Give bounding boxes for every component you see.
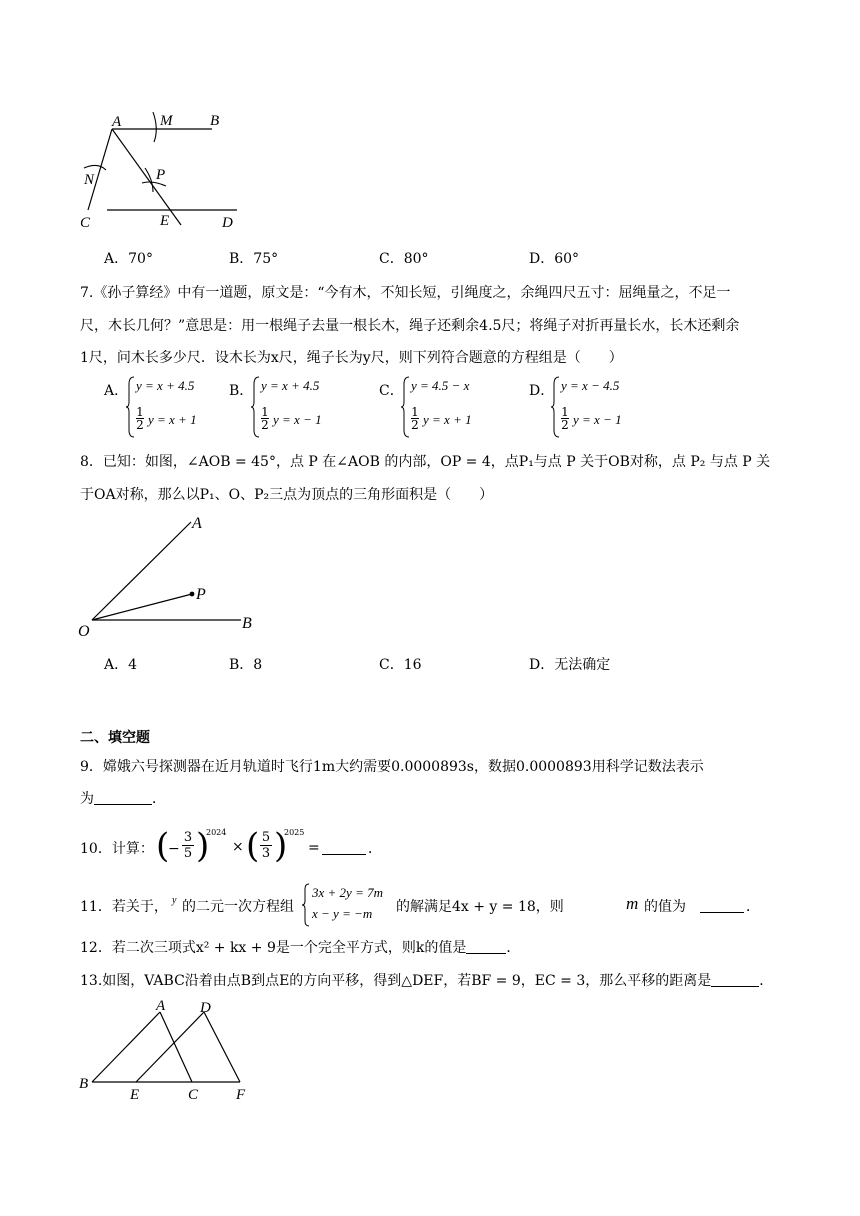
q8-option-c: C．16 — [379, 657, 422, 673]
fig1-label-p: P — [156, 167, 166, 183]
q13-figure — [78, 998, 258, 1104]
q7-option-c: C． — [379, 383, 404, 399]
q7-option-a-system: y = x + 4.5 1 2 y = x + 1 — [126, 376, 236, 440]
fig1-label-m: M — [160, 113, 173, 129]
q12-answer-blank[interactable] — [466, 939, 506, 954]
q7-brace-a — [126, 376, 136, 438]
q6-option-c: C．80° — [379, 251, 429, 267]
q7-option-b: B． — [229, 383, 254, 399]
q7-line-2: 尺，木长几何？”意思是：用一根绳子去量一根长木，绳子还剩余4.5尺；将绳子对折再量长水，长木还剩余 — [80, 318, 740, 334]
fig1-label-n: N — [84, 172, 95, 188]
fig13-label-b: B — [79, 1076, 89, 1092]
q7-line-3: 1尺，问木长多少尺．设木长为x尺，绳子长为y尺，则下列符合题意的方程组是（ ） — [80, 350, 623, 366]
section-2-title: 二、填空题 — [80, 730, 150, 746]
q8-figure — [76, 512, 266, 642]
fig1-label-a: A — [112, 114, 122, 130]
q11-answer-blank[interactable] — [700, 898, 744, 913]
q8-option-a: A．4 — [104, 657, 138, 673]
q6-option-a: A．70° — [104, 251, 153, 267]
q10-answer-blank[interactable] — [322, 840, 366, 855]
q9-line-1: 9．嫦娥六号探测器在近月轨道时飞行1m大约需要0.0000893s，数据0.0000893用科学记数法表示 — [80, 759, 704, 775]
fig1-label-d: D — [222, 215, 233, 231]
fig8-label-o: O — [78, 623, 90, 640]
q6-option-d: D．60° — [529, 251, 580, 267]
q9-line-2: 为 ． — [80, 791, 166, 807]
q7-option-d-system: y = x − 4.5 1 2 y = x − 1 — [551, 376, 661, 440]
fig13-label-c: C — [188, 1087, 199, 1103]
q8-option-d: D．无法确定 — [529, 657, 611, 673]
fig13-label-a: A — [156, 998, 166, 1014]
q12: 12．若二次三项式x² + kx + 9是一个完全平方式，则k的值是 ． — [80, 940, 521, 956]
fig13-label-f: F — [236, 1087, 246, 1103]
q7-option-d: D． — [529, 383, 555, 399]
fig8-label-p: P — [196, 586, 206, 603]
q10: 10．计算： ( − 3 5 ) 2024 × ( 5 3 ) 2025 = ． — [80, 826, 382, 866]
q13-answer-blank[interactable] — [711, 972, 759, 987]
q9-answer-blank[interactable] — [94, 790, 152, 805]
fig13-label-d: D — [200, 1000, 211, 1016]
q7-line-1: 7.《孙子算经》中有一道题，原文是：“今有木，不知长短，引绳度之，余绳四尺五寸：屈绳量之，不足一 — [80, 285, 731, 301]
fig1-label-e: E — [160, 213, 170, 229]
fig8-label-b: B — [242, 615, 252, 632]
q6-option-b: B．75° — [229, 251, 279, 267]
q7-option-a: A． — [104, 383, 129, 399]
fig8-label-a: A — [192, 515, 202, 532]
q13: 13.如图，VABC沿着由点B到点E的方向平移，得到△DEF，若BF = 9，EC = 3，那么平移的距离是 ． — [80, 973, 774, 989]
fig1-label-c: C — [80, 215, 91, 231]
q11: 11．若关于， y 的二元一次方程组 3x + 2y = 7m x − y = −m 的解满足4x + y = 18，则 m 的值为 ． — [80, 881, 800, 929]
fig13-label-e: E — [130, 1087, 140, 1103]
fig1-label-b: B — [210, 113, 220, 129]
q8-line-2: 于OA对称，那么以P₁、O、P₂三点为顶点的三角形面积是（ ） — [80, 487, 494, 503]
q8-line-1: 8．已知：如图，∠AOB = 45°，点 P 在∠AOB 的内部，OP = 4，点P₁与点 P 关于OB对称，点 P₂ 与点 P 关 — [80, 454, 771, 470]
q6-figure — [80, 108, 250, 233]
q7-option-b-system: y = x + 4.5 1 2 y = x − 1 — [251, 376, 361, 440]
q8-option-b: B．8 — [229, 657, 263, 673]
q7-option-c-system: y = 4.5 − x 1 2 y = x + 1 — [401, 376, 511, 440]
